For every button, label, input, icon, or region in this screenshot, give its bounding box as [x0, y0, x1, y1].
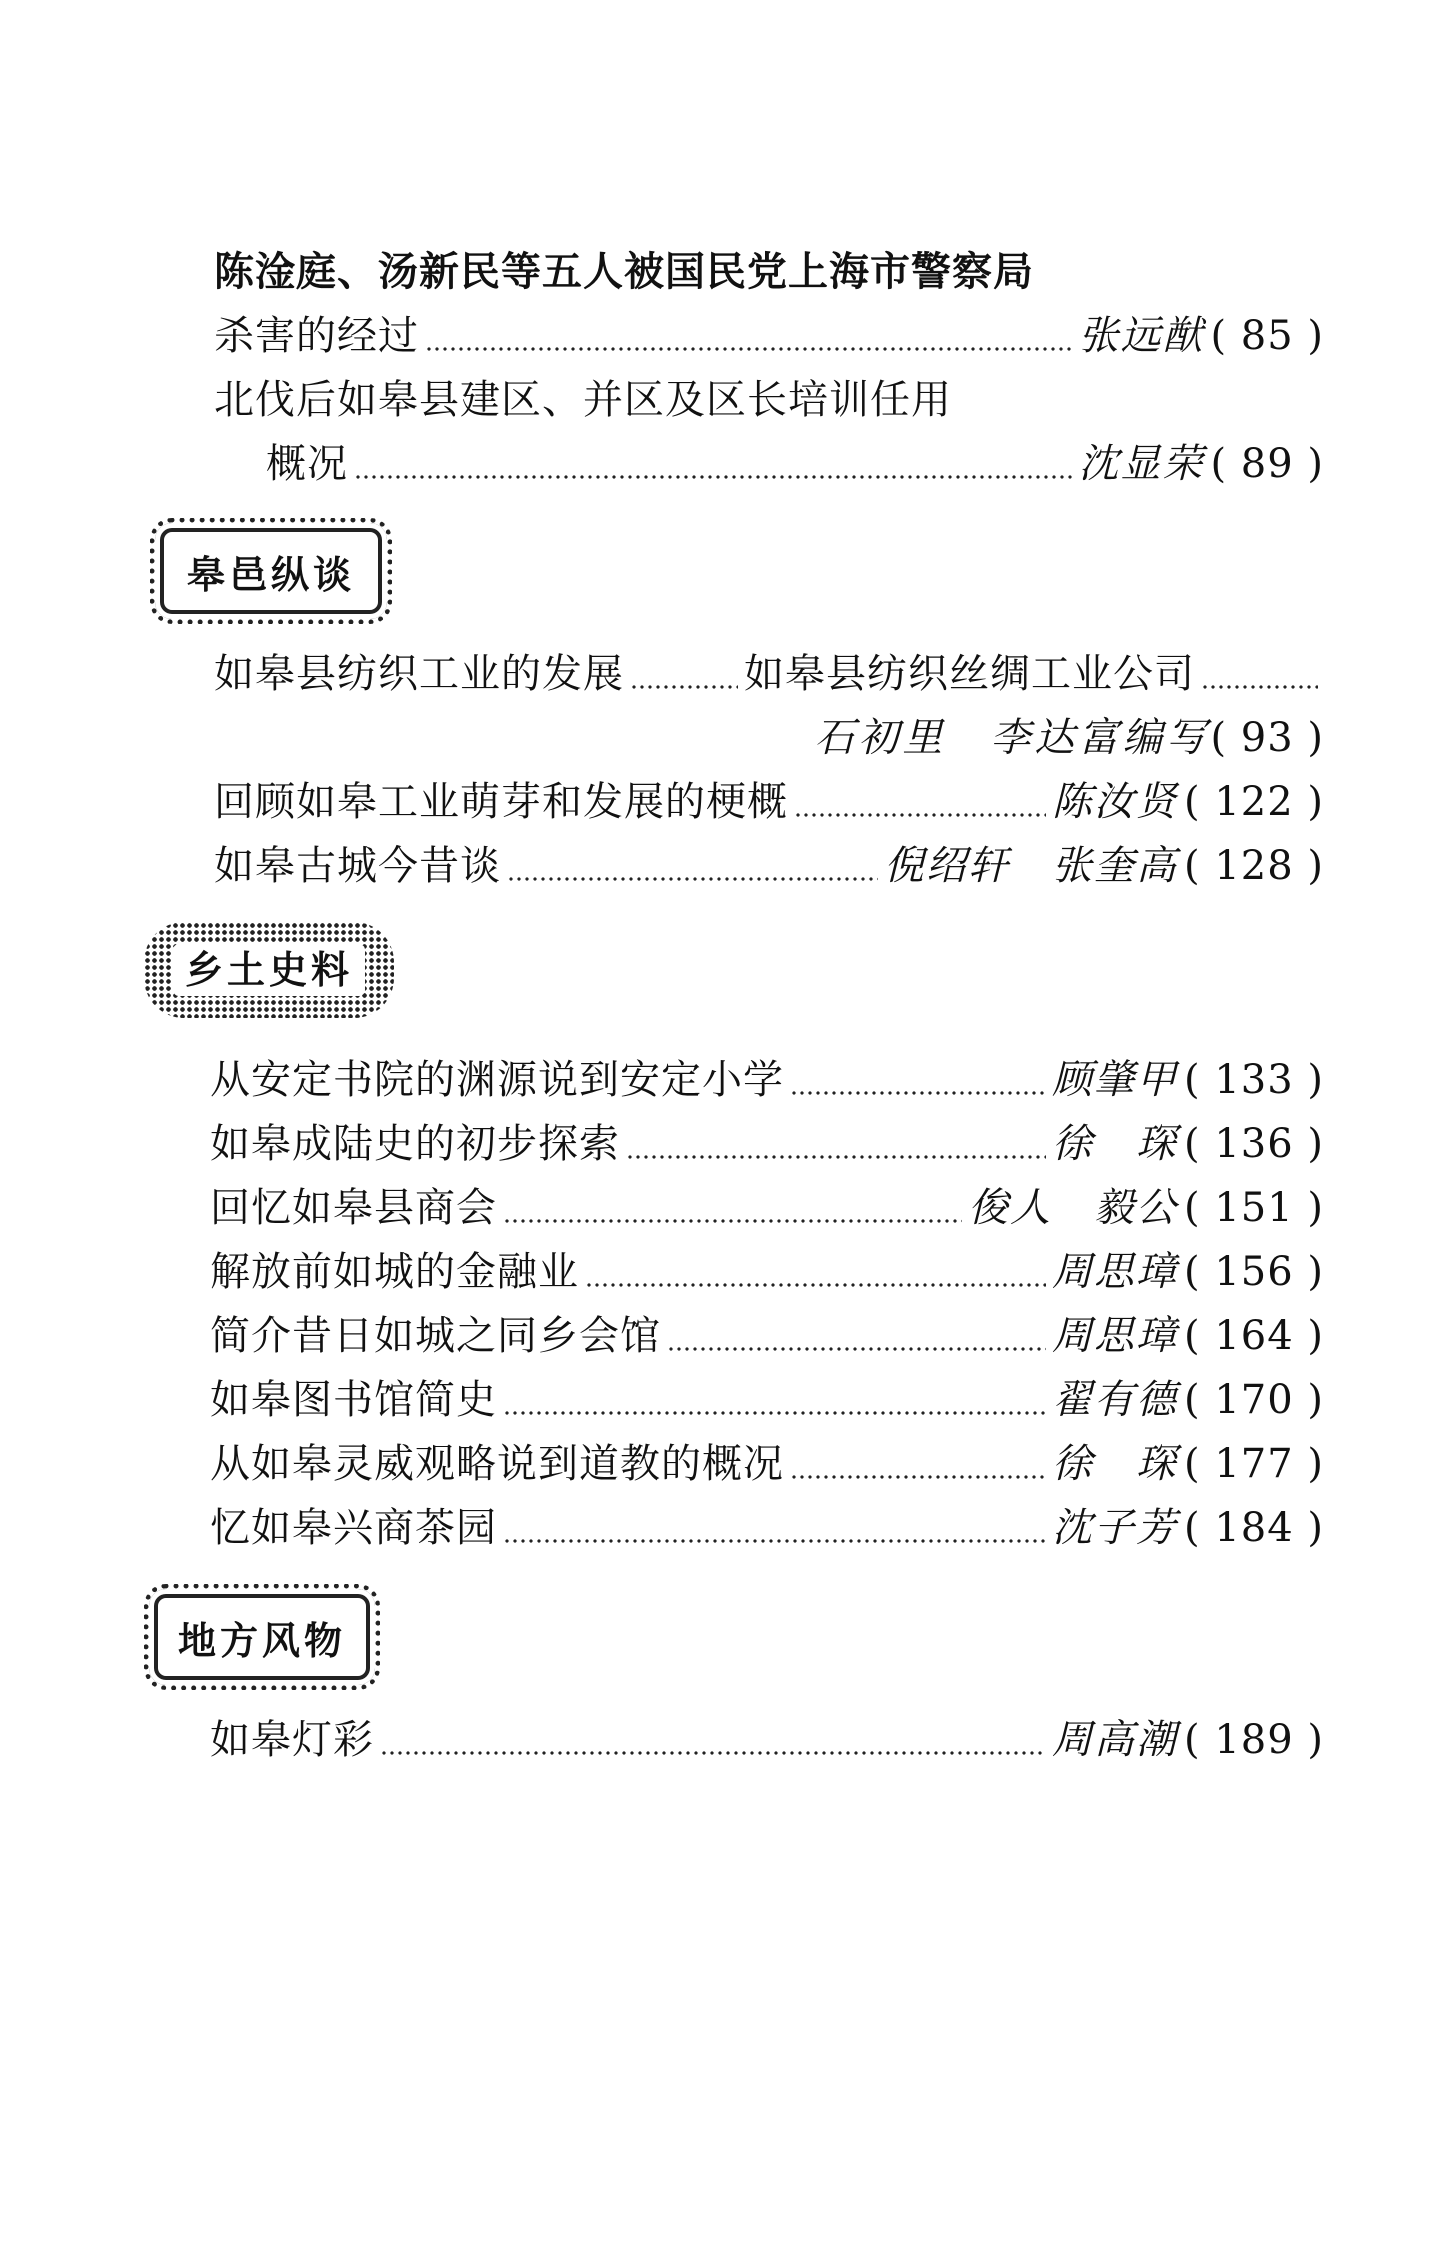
toc-entry-title: 如皋古城今昔谈: [214, 843, 501, 889]
toc-entry-title: 杀害的经过: [214, 313, 419, 359]
toc-entry-page: ( 89 ): [1210, 432, 1324, 496]
section-heading-3: [144, 1584, 380, 1690]
toc-entry-title: 陈淦庭、汤新民等五人被国民党上海市警察局: [214, 248, 1034, 295]
toc-entry-page: ( 136 ): [1184, 1112, 1324, 1176]
toc-entry-author: 石初里 李达富编写: [814, 715, 1211, 761]
toc-entry-13[interactable]: [210, 1496, 1324, 1560]
section-heading-label: 乡土史料: [173, 944, 365, 996]
toc-entry-9[interactable]: [210, 1240, 1324, 1304]
toc-entry-1-line1: [214, 240, 1324, 304]
toc-entry-page: ( 133 ): [1184, 1048, 1324, 1112]
toc-entry-14[interactable]: [210, 1708, 1324, 1772]
toc-entry-page: ( 184 ): [1184, 1496, 1324, 1560]
toc-entry-page: ( 128 ): [1184, 834, 1324, 898]
toc-entry-8[interactable]: [210, 1176, 1324, 1240]
toc-entry-2-line2[interactable]: [266, 432, 1324, 496]
toc-entry-subtitle: 如皋县纺织丝绸工业公司: [744, 651, 1195, 697]
section-heading-label: 皋邑纵谈: [186, 552, 355, 597]
section-heading-1: [150, 518, 392, 624]
toc-entry-title: 如皋成陆史的初步探索: [210, 1121, 620, 1167]
toc-entry-page: ( 170 ): [1184, 1368, 1324, 1432]
toc-entry-title: 如皋灯彩: [210, 1717, 374, 1763]
toc-entry-7[interactable]: [210, 1112, 1324, 1176]
dot-leader: [503, 1218, 962, 1224]
dot-leader: [667, 1346, 1046, 1352]
toc-entry-title: 解放前如城的金融业: [210, 1249, 579, 1295]
toc-entry-author: 徐 琛: [1051, 1121, 1178, 1167]
toc-entry-author: 张远猷: [1078, 313, 1205, 359]
dot-leader: [630, 684, 738, 690]
toc-entry-page: ( 156 ): [1184, 1240, 1324, 1304]
toc-entry-title: 从如皋灵威观略说到道教的概况: [210, 1441, 784, 1487]
toc-entry-6[interactable]: [210, 1048, 1324, 1112]
dot-leader: [626, 1154, 1046, 1160]
dot-leader: [585, 1282, 1046, 1288]
dot-leader: [380, 1750, 1046, 1756]
toc-entry-2-line1: [214, 368, 1324, 432]
toc-entry-page: ( 189 ): [1184, 1708, 1324, 1772]
toc-entry-author: 周高潮: [1051, 1717, 1178, 1763]
toc-entry-3-line2[interactable]: [814, 706, 1324, 770]
toc-entry-author: 翟有德: [1051, 1377, 1178, 1423]
dot-leader: [425, 346, 1072, 352]
toc-entry-1-line2[interactable]: [214, 304, 1324, 368]
toc-entry-4[interactable]: [214, 770, 1324, 834]
toc-entry-author: 沈显荣: [1078, 441, 1205, 487]
dot-leader: [507, 876, 878, 882]
toc-entry-author: 沈子芳: [1051, 1505, 1178, 1551]
toc-entry-5[interactable]: [214, 834, 1324, 898]
toc-entry-author: 倪绍轩 张奎高: [883, 843, 1178, 889]
toc-entry-page: ( 93 ): [1210, 715, 1324, 761]
section-heading-2: [144, 922, 394, 1018]
toc-entry-title: 如皋图书馆简史: [210, 1377, 497, 1423]
toc-entry-3-line1[interactable]: [214, 642, 1324, 706]
toc-entry-page: ( 164 ): [1184, 1304, 1324, 1368]
toc-entry-title: 忆如皋兴商茶园: [210, 1505, 497, 1551]
section-heading-label: 地方风物: [177, 1618, 346, 1663]
toc-entry-author: 俊人 毅公: [967, 1185, 1178, 1231]
toc-entry-author: 周思璋: [1051, 1249, 1178, 1295]
toc-entry-page: ( 177 ): [1184, 1432, 1324, 1496]
toc-entry-page: ( 85 ): [1210, 304, 1324, 368]
toc-entry-11[interactable]: [210, 1368, 1324, 1432]
toc-entry-12[interactable]: [210, 1432, 1324, 1496]
toc-entry-author: 陈汝贤: [1051, 779, 1178, 825]
toc-entry-title: 如皋县纺织工业的发展: [214, 651, 624, 697]
dot-leader: [503, 1538, 1046, 1544]
toc-entry-author: 周思璋: [1051, 1313, 1178, 1359]
dot-leader: [790, 1474, 1046, 1480]
toc-entry-page: ( 122 ): [1184, 770, 1324, 834]
toc-entry-title: 回忆如皋县商会: [210, 1185, 497, 1231]
toc-entry-title: 从安定书院的渊源说到安定小学: [210, 1057, 784, 1103]
dot-leader: [790, 1090, 1046, 1096]
dot-leader: [503, 1410, 1046, 1416]
dot-leader: [794, 812, 1046, 818]
toc-entry-title: 概况: [266, 441, 348, 487]
toc-entry-title: 回顾如皋工业萌芽和发展的梗概: [214, 779, 788, 825]
toc-entry-author: 顾肇甲: [1051, 1057, 1178, 1103]
dot-leader: [354, 474, 1072, 480]
toc-entry-author: 徐 琛: [1051, 1441, 1178, 1487]
dot-leader: [1201, 684, 1318, 690]
toc-entry-title: 简介昔日如城之同乡会馆: [210, 1313, 661, 1359]
toc-entry-title: 北伐后如皋县建区、并区及区长培训任用: [214, 377, 952, 423]
toc-entry-page: ( 151 ): [1184, 1176, 1324, 1240]
toc-entry-10[interactable]: [210, 1304, 1324, 1368]
